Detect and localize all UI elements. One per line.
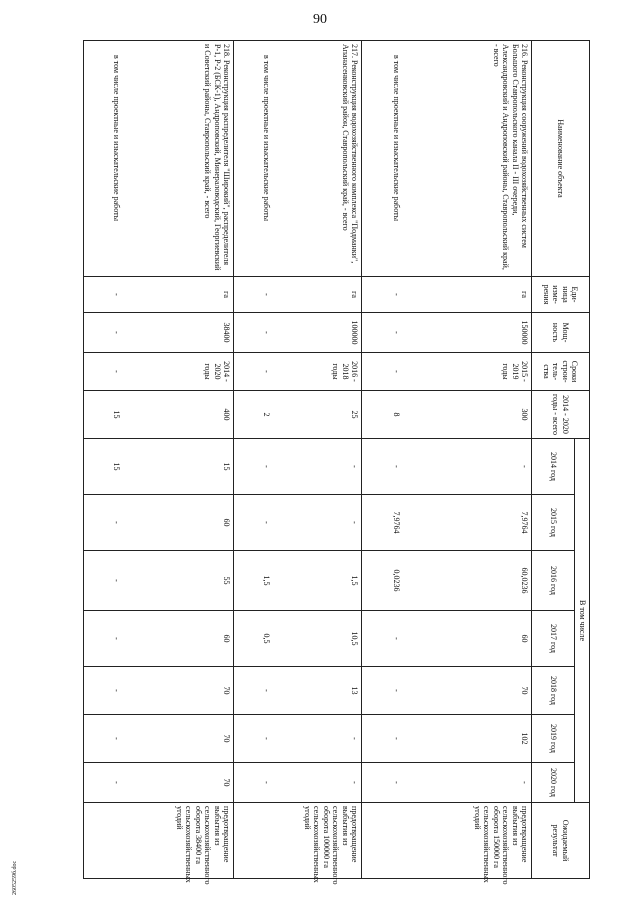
cell-capacity: - <box>234 313 274 353</box>
cell-total: 15 <box>84 391 124 439</box>
col-header-result: Ожидаемый результат <box>532 803 590 879</box>
cell-2017: - <box>84 611 124 667</box>
cell-2014: 15 <box>124 439 234 495</box>
cell-2015: 7,9764 <box>404 495 532 551</box>
cell-capacity: - <box>362 313 404 353</box>
table-row-217 <box>274 41 362 879</box>
cell-2014: - <box>362 439 404 495</box>
cell-name: в том числе проектные и изыскательские работы <box>84 41 124 277</box>
cell-terms: - <box>234 353 274 391</box>
cell-2016: - <box>84 551 124 611</box>
table-row-218-sub <box>84 41 124 879</box>
cell-2017: 10,5 <box>274 611 362 667</box>
cell-result <box>362 803 404 879</box>
cell-capacity: 38400 <box>124 313 234 353</box>
cell-2016: 0,0236 <box>362 551 404 611</box>
table-row-216 <box>404 41 532 879</box>
col-header-2016: 2016 год <box>532 551 575 611</box>
cell-2017: 60 <box>404 611 532 667</box>
col-header-unit: Еди-ница изме-рения <box>532 277 590 313</box>
rotated-table-container <box>90 40 590 885</box>
cell-2019: 70 <box>124 715 234 763</box>
document-code-footer <box>12 845 28 895</box>
page-number: 90 <box>313 12 327 27</box>
cell-2018: 13 <box>274 667 362 715</box>
cell-result <box>84 803 124 879</box>
cell-2016: 60,0236 <box>404 551 532 611</box>
cell-2019: - <box>234 715 274 763</box>
cell-name: 218. Реконструкция распределителя "Широкий", распределителя Р-1, Р-2 (БСК-1), Андроповский, Минераловодский, Георгиевский и Советский районы, Ставропольский край, - всего <box>124 41 234 277</box>
construction-objects-table <box>83 40 590 885</box>
cell-result <box>234 803 274 879</box>
cell-capacity: 100000 <box>274 313 362 353</box>
cell-unit: - <box>84 277 124 313</box>
cell-2015: 60 <box>124 495 234 551</box>
col-header-name: Наименование объекта <box>532 41 590 277</box>
cell-total: 300 <box>404 391 532 439</box>
cell-name: 216. Реконструкция сооружений водохозяйственных систем Большого Ставропольского канала II - III очереди, Александровский и Андроповский районы, Ставропольский край, - всего <box>404 41 532 277</box>
table-row-218 <box>124 41 234 879</box>
cell-2015: - <box>234 495 274 551</box>
cell-unit: - <box>362 277 404 313</box>
cell-2019: 102 <box>404 715 532 763</box>
col-header-capacity: Мощ-ность <box>532 313 590 353</box>
cell-name: в том числе проектные и изыскательские работы <box>234 41 274 277</box>
cell-2017: - <box>362 611 404 667</box>
cell-total: 8 <box>362 391 404 439</box>
cell-capacity: - <box>84 313 124 353</box>
cell-unit: га <box>274 277 362 313</box>
cell-name: 217. Реконструкция водохозяйственного комплекса "Подманки", Апанасенковский район, Ставропольский край, - всего <box>274 41 362 277</box>
col-header-total: 2014 - 2020 годы - всего <box>532 391 590 439</box>
cell-2018: - <box>84 667 124 715</box>
col-header-2015: 2015 год <box>532 495 575 551</box>
cell-result: предотвращение выбытия из сельскохозяйственного оборота 38400 га сельскохозяйственных угодий <box>124 803 234 879</box>
cell-result: предотвращение выбытия из сельскохозяйственного оборота 150000 га сельскохозяйственных угодий <box>404 803 532 879</box>
col-header-2019: 2019 год <box>532 715 575 763</box>
cell-2014: - <box>274 439 362 495</box>
cell-total: 400 <box>124 391 234 439</box>
cell-name: в том числе проектные и изыскательские работы <box>362 41 404 277</box>
cell-terms: - <box>362 353 404 391</box>
cell-2016: 1,5 <box>234 551 274 611</box>
cell-total: 25 <box>274 391 362 439</box>
cell-2014: - <box>234 439 274 495</box>
cell-2020: - <box>274 763 362 803</box>
cell-2019: - <box>84 715 124 763</box>
cell-2020: - <box>84 763 124 803</box>
table-row-217-sub <box>234 41 274 879</box>
cell-2015: - <box>274 495 362 551</box>
cell-2016: 1,5 <box>274 551 362 611</box>
cell-terms: 2014 - 2020 годы <box>124 353 234 391</box>
cell-2018: - <box>362 667 404 715</box>
col-header-2018: 2018 год <box>532 667 575 715</box>
header-row-1 <box>575 41 590 879</box>
cell-2020: - <box>234 763 274 803</box>
col-header-2017: 2017 год <box>532 611 575 667</box>
col-header-terms: Сроки строи-тель-ства <box>532 353 590 391</box>
cell-2020: - <box>362 763 404 803</box>
cell-terms: 2016 - 2018 годы <box>274 353 362 391</box>
cell-2018: 70 <box>404 667 532 715</box>
cell-unit: га <box>124 277 234 313</box>
col-header-2020: 2020 год <box>532 763 575 803</box>
col-header-in-that: В том числе <box>575 439 590 803</box>
cell-capacity: 150000 <box>404 313 532 353</box>
table-row-216-sub <box>362 41 404 879</box>
cell-2014: 15 <box>84 439 124 495</box>
cell-unit: га <box>404 277 532 313</box>
cell-terms: 2015 - 2019 годы <box>404 353 532 391</box>
cell-2019: - <box>274 715 362 763</box>
cell-result: предотвращение выбытия из сельскохозяйственного оборота 100000 га сельскохозяйственных угодий <box>274 803 362 879</box>
cell-2014: - <box>404 439 532 495</box>
cell-2017: 60 <box>124 611 234 667</box>
cell-total: 2 <box>234 391 274 439</box>
col-header-2014: 2014 год <box>532 439 575 495</box>
cell-2019: - <box>362 715 404 763</box>
cell-2020: - <box>404 763 532 803</box>
cell-2016: 55 <box>124 551 234 611</box>
cell-terms: - <box>84 353 124 391</box>
document-code-text: 2605259б.doc <box>12 860 18 895</box>
cell-2018: 70 <box>124 667 234 715</box>
cell-2015: - <box>84 495 124 551</box>
cell-2020: 70 <box>124 763 234 803</box>
cell-2015: 7,9764 <box>362 495 404 551</box>
cell-unit: - <box>234 277 274 313</box>
cell-2017: 0,5 <box>234 611 274 667</box>
cell-2018: - <box>234 667 274 715</box>
